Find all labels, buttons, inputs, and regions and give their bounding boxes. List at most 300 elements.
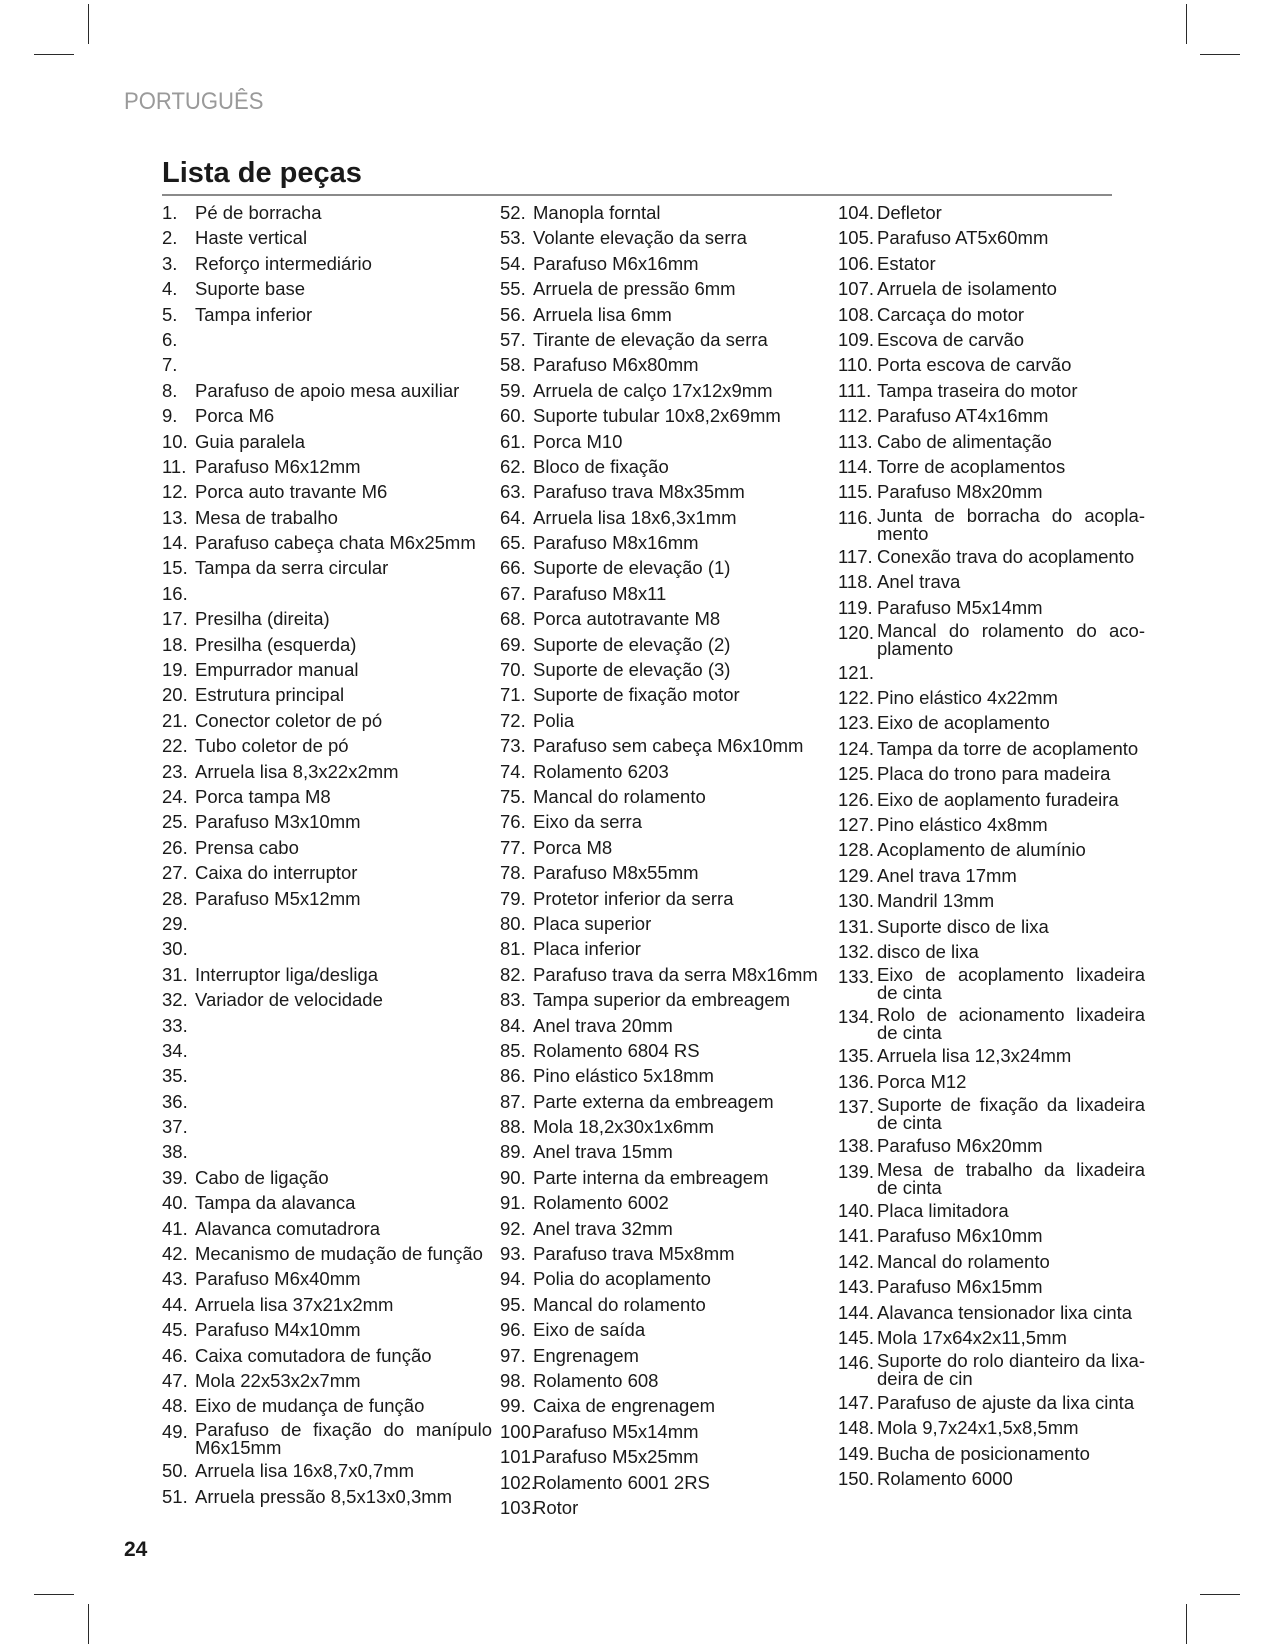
list-item xyxy=(500,964,830,986)
item-label: Mancal do rolamento xyxy=(877,1250,1050,1272)
item-number: 149. xyxy=(838,1442,875,1464)
item-label: Porca M12 xyxy=(877,1070,967,1092)
list-item xyxy=(838,1200,1145,1222)
list-item xyxy=(162,964,492,986)
list-item xyxy=(500,608,830,630)
list-item xyxy=(500,1472,830,1494)
item-number: 146. xyxy=(838,1352,875,1374)
crop-mark xyxy=(88,4,89,44)
list-item xyxy=(500,532,830,554)
item-number: 115. xyxy=(838,481,873,503)
item-label: Parafuso M5x14mm xyxy=(533,1420,699,1442)
item-label: Parafuso trava M5x8mm xyxy=(533,1243,735,1265)
list-item xyxy=(838,1327,1145,1349)
list-item xyxy=(162,202,492,224)
list-item xyxy=(838,431,1145,453)
item-number: 1. xyxy=(162,202,178,223)
list-item xyxy=(162,761,492,783)
item-number: 95. xyxy=(500,1293,526,1315)
item-number: 65. xyxy=(500,532,526,554)
list-item xyxy=(838,1276,1145,1298)
item-number: 36. xyxy=(162,1090,188,1112)
list-item xyxy=(162,1418,492,1458)
item-number: 75. xyxy=(500,785,526,807)
list-item xyxy=(162,481,492,503)
list-item xyxy=(500,304,830,326)
item-label xyxy=(877,662,1145,684)
item-number: 67. xyxy=(500,582,526,604)
list-item xyxy=(162,583,492,605)
item-number: 107. xyxy=(838,278,875,300)
item-number: 25. xyxy=(162,811,188,833)
item-number: 139. xyxy=(838,1160,875,1182)
item-number: 118. xyxy=(838,571,873,593)
list-item xyxy=(500,1091,830,1113)
list-item xyxy=(838,712,1145,734)
item-number: 85. xyxy=(500,1039,526,1061)
item-label: Suporte de fixação motor xyxy=(533,684,740,706)
item-number: 123. xyxy=(838,712,875,734)
list-item xyxy=(162,1218,492,1240)
item-label xyxy=(195,329,492,351)
item-number: 148. xyxy=(838,1417,875,1439)
item-number: 106. xyxy=(838,252,875,274)
item-label: Rolamento 6001 2RS xyxy=(533,1471,710,1493)
item-number: 53. xyxy=(500,227,526,249)
item-label: Guia paralela xyxy=(195,430,306,452)
item-label: Reforço intermediário xyxy=(195,252,372,274)
item-label: Manopla forntal xyxy=(533,202,661,223)
item-label: Rolamento 6203 xyxy=(533,760,669,782)
list-item xyxy=(838,481,1145,503)
item-number: 38. xyxy=(162,1141,188,1163)
item-label: Bucha de posicionamento xyxy=(877,1442,1090,1464)
item-label: Rolamento 6000 xyxy=(877,1467,1013,1489)
list-item xyxy=(838,504,1145,544)
list-item xyxy=(500,634,830,656)
item-label: Defletor xyxy=(877,202,942,223)
parts-list-column-3 xyxy=(838,202,1145,1493)
item-number: 50. xyxy=(162,1460,188,1482)
list-item xyxy=(500,456,830,478)
item-label xyxy=(195,1091,492,1113)
list-item xyxy=(838,304,1145,326)
list-item xyxy=(500,761,830,783)
list-item xyxy=(162,507,492,529)
item-label: Conexão trava do acoplamento xyxy=(877,546,1135,568)
item-number: 109. xyxy=(838,328,875,350)
item-number: 97. xyxy=(500,1344,526,1366)
item-number: 19. xyxy=(162,659,188,681)
item-number: 113. xyxy=(838,430,873,452)
item-label: Pino elástico 5x18mm xyxy=(533,1065,714,1087)
list-item xyxy=(162,1091,492,1113)
item-number: 128. xyxy=(838,839,875,861)
item-number: 143. xyxy=(838,1276,875,1298)
item-label: Parafuso trava M8x35mm xyxy=(533,481,745,503)
item-label: Placa limitadora xyxy=(877,1200,1009,1222)
list-item xyxy=(162,862,492,884)
item-label: Tampa da alavanca xyxy=(195,1192,356,1214)
item-label: Mola 22x53x2x7mm xyxy=(195,1369,361,1391)
item-label: Arruela pressão 8,5x13x0,3mm xyxy=(195,1485,453,1507)
item-label: Parafuso M8x20mm xyxy=(877,481,1043,503)
list-item xyxy=(500,253,830,275)
item-label: Rolamento 608 xyxy=(533,1369,659,1391)
item-number: 94. xyxy=(500,1268,526,1290)
list-item xyxy=(500,481,830,503)
item-number: 104. xyxy=(838,202,875,223)
item-label: Suporte disco de lixa xyxy=(877,915,1049,937)
item-label: Suporte de elevação (2) xyxy=(533,633,731,655)
list-item xyxy=(500,989,830,1011)
item-label: Parafuso M6x20mm xyxy=(877,1135,1043,1157)
list-item xyxy=(500,1040,830,1062)
item-number: 13. xyxy=(162,506,188,528)
list-item xyxy=(162,1116,492,1138)
title-divider xyxy=(162,194,1112,196)
list-item xyxy=(500,913,830,935)
item-label: Parafuso trava da serra M8x16mm xyxy=(533,963,818,985)
item-label: Parafuso M4x10mm xyxy=(195,1319,361,1341)
item-number: 84. xyxy=(500,1014,526,1036)
item-number: 116. xyxy=(838,506,873,528)
item-number: 138. xyxy=(838,1135,875,1157)
item-label: Porta escova de carvão xyxy=(877,354,1072,376)
list-item xyxy=(838,1158,1145,1198)
item-number: 100. xyxy=(500,1420,537,1442)
item-label: Tampa da torre de acoplamento xyxy=(877,737,1139,759)
list-item xyxy=(838,1443,1145,1465)
item-label: Parafuso sem cabeça M6x10mm xyxy=(533,735,804,757)
list-item xyxy=(500,329,830,351)
item-label: Mola 18,2x30x1x6mm xyxy=(533,1116,714,1138)
list-item xyxy=(500,1015,830,1037)
item-label: Eixo da serra xyxy=(533,811,642,833)
item-label: Parafuso M6x12mm xyxy=(195,455,361,477)
list-item xyxy=(500,888,830,910)
item-label: Suporte base xyxy=(195,278,306,300)
item-label: Porca M10 xyxy=(533,430,623,452)
item-number: 70. xyxy=(500,659,526,681)
item-label: Pé de borracha xyxy=(195,202,322,223)
item-number: 10. xyxy=(162,430,188,452)
item-label: Tubo coletor de pó xyxy=(195,735,349,757)
item-label: Parafuso M6x15mm xyxy=(877,1276,1043,1298)
item-number: 72. xyxy=(500,709,526,731)
parts-list-column-2 xyxy=(500,202,830,1522)
item-label: Interruptor liga/desliga xyxy=(195,963,379,985)
item-number: 11. xyxy=(162,455,187,477)
list-item xyxy=(162,456,492,478)
item-label: Protetor inferior da serra xyxy=(533,887,734,909)
list-item xyxy=(500,735,830,757)
list-item xyxy=(500,1319,830,1341)
list-item xyxy=(162,811,492,833)
item-label: Mesa de trabalho da lixadeira de cinta xyxy=(877,1158,1145,1198)
list-item xyxy=(162,837,492,859)
item-label: Rolamento 6804 RS xyxy=(533,1039,700,1061)
item-number: 110. xyxy=(838,354,873,376)
item-label: Alavanca comutadrora xyxy=(195,1217,381,1239)
list-item xyxy=(500,811,830,833)
item-label: Suporte tubular 10x8,2x69mm xyxy=(533,405,781,427)
item-label: Tampa da serra circular xyxy=(195,557,389,579)
item-number: 98. xyxy=(500,1369,526,1391)
item-label: Suporte de elevação (1) xyxy=(533,557,731,579)
list-item xyxy=(838,597,1145,619)
item-label: Estrutura principal xyxy=(195,684,345,706)
item-number: 66. xyxy=(500,557,526,579)
item-number: 46. xyxy=(162,1344,188,1366)
item-label: Anel trava xyxy=(877,571,961,593)
item-label: Anel trava 32mm xyxy=(533,1217,673,1239)
list-item xyxy=(500,583,830,605)
item-label: Porca autotravante M8 xyxy=(533,608,721,630)
item-number: 126. xyxy=(838,788,875,810)
item-number: 51. xyxy=(162,1485,188,1507)
item-number: 9. xyxy=(162,405,178,427)
item-label: Suporte de elevação (3) xyxy=(533,659,731,681)
item-label: Tampa inferior xyxy=(195,303,313,325)
item-number: 49. xyxy=(162,1420,188,1442)
item-number: 34. xyxy=(162,1039,188,1061)
item-label: Porca M8 xyxy=(533,836,613,858)
item-label: Tampa superior da embreagem xyxy=(533,989,791,1011)
item-number: 80. xyxy=(500,912,526,934)
item-label: Parafuso M5x14mm xyxy=(877,596,1043,618)
list-item xyxy=(838,966,1145,1002)
item-number: 71. xyxy=(500,684,526,706)
item-label: Haste vertical xyxy=(195,227,308,249)
list-item xyxy=(162,888,492,910)
item-number: 30. xyxy=(162,938,188,960)
list-item xyxy=(162,1141,492,1163)
item-number: 135. xyxy=(838,1045,875,1067)
item-number: 147. xyxy=(838,1391,875,1413)
item-number: 112. xyxy=(838,405,873,427)
list-item xyxy=(500,1192,830,1214)
list-item xyxy=(162,989,492,1011)
item-number: 41. xyxy=(162,1217,188,1239)
list-item xyxy=(500,659,830,681)
list-item xyxy=(838,839,1145,861)
crop-mark xyxy=(34,1594,74,1595)
item-label: Variador de velocidade xyxy=(195,989,383,1011)
list-item xyxy=(838,916,1145,938)
list-item xyxy=(162,1486,492,1508)
item-label: Parafuso M3x10mm xyxy=(195,811,361,833)
item-number: 23. xyxy=(162,760,188,782)
list-item xyxy=(500,405,830,427)
list-item xyxy=(838,622,1145,658)
list-item xyxy=(838,456,1145,478)
item-number: 144. xyxy=(838,1301,875,1323)
item-label: Porca auto travante M6 xyxy=(195,481,388,503)
list-item xyxy=(162,532,492,554)
item-label xyxy=(195,1065,492,1087)
item-label xyxy=(195,1116,492,1138)
list-item xyxy=(500,862,830,884)
list-item xyxy=(838,1352,1145,1388)
list-item xyxy=(500,431,830,453)
item-label: Mola 9,7x24x1,5x8,5mm xyxy=(877,1417,1079,1439)
item-number: 52. xyxy=(500,202,526,223)
list-item xyxy=(838,1071,1145,1093)
list-item xyxy=(500,278,830,300)
item-label: Cabo de alimentação xyxy=(877,430,1052,452)
item-label: Parafuso M6x10mm xyxy=(877,1225,1043,1247)
item-number: 60. xyxy=(500,405,526,427)
list-item xyxy=(500,1243,830,1265)
item-number: 62. xyxy=(500,455,526,477)
item-label: Presilha (direita) xyxy=(195,608,330,630)
list-item xyxy=(162,1065,492,1087)
item-number: 55. xyxy=(500,278,526,300)
item-number: 114. xyxy=(838,455,873,477)
list-item xyxy=(162,431,492,453)
crop-mark xyxy=(34,54,74,55)
item-number: 39. xyxy=(162,1166,188,1188)
item-label: Mancal do rolamento xyxy=(533,1293,706,1315)
item-label: Parafuso de apoio mesa auxiliar xyxy=(195,379,460,401)
item-label: Empurrador manual xyxy=(195,659,359,681)
item-number: 58. xyxy=(500,354,526,376)
list-item xyxy=(838,789,1145,811)
item-label: Parafuso M8x55mm xyxy=(533,862,699,884)
item-number: 93. xyxy=(500,1243,526,1265)
item-number: 61. xyxy=(500,430,526,452)
item-number: 137. xyxy=(838,1095,875,1117)
item-label: Tirante de elevação da serra xyxy=(533,328,768,350)
item-number: 59. xyxy=(500,379,526,401)
list-item xyxy=(162,1345,492,1367)
list-item xyxy=(500,786,830,808)
list-item xyxy=(500,1268,830,1290)
item-number: 28. xyxy=(162,887,188,909)
item-number: 14. xyxy=(162,532,188,554)
item-label: Anel trava 15mm xyxy=(533,1141,673,1163)
item-label: Parafuso M5x12mm xyxy=(195,887,361,909)
item-number: 83. xyxy=(500,989,526,1011)
item-label: Parafuso M8x16mm xyxy=(533,532,699,554)
list-item xyxy=(162,735,492,757)
item-label: Suporte de fixação da lixadeira de cinta xyxy=(877,1093,1145,1133)
list-item xyxy=(838,1251,1145,1273)
list-item xyxy=(162,1268,492,1290)
item-number: 91. xyxy=(500,1192,526,1214)
item-label: Eixo de aoplamento furadeira xyxy=(877,788,1119,810)
list-item xyxy=(838,253,1145,275)
list-item xyxy=(162,1015,492,1037)
item-label: Placa inferior xyxy=(533,938,641,960)
list-item xyxy=(838,546,1145,568)
list-item xyxy=(162,710,492,732)
item-number: 35. xyxy=(162,1065,188,1087)
item-number: 76. xyxy=(500,811,526,833)
item-number: 117. xyxy=(838,546,873,568)
item-label: Prensa cabo xyxy=(195,836,299,858)
item-label: Torre de acoplamentos xyxy=(877,455,1066,477)
item-label: Tampa traseira do motor xyxy=(877,379,1078,401)
item-number: 120. xyxy=(838,622,875,644)
item-number: 43. xyxy=(162,1268,188,1290)
item-number: 101. xyxy=(500,1446,537,1468)
item-label: Rolamento 6002 xyxy=(533,1192,669,1214)
item-number: 88. xyxy=(500,1116,526,1138)
page-number: 24 xyxy=(124,1538,148,1561)
item-number: 90. xyxy=(500,1166,526,1188)
item-number: 27. xyxy=(162,862,188,884)
item-label: Conector coletor de pó xyxy=(195,709,383,731)
item-number: 64. xyxy=(500,506,526,528)
item-number: 22. xyxy=(162,735,188,757)
list-item xyxy=(500,354,830,376)
crop-mark xyxy=(88,1604,89,1644)
item-label: Parte interna da embreagem xyxy=(533,1166,769,1188)
item-label: Engrenagem xyxy=(533,1344,639,1366)
item-number: 63. xyxy=(500,481,526,503)
list-item xyxy=(500,1218,830,1240)
list-item xyxy=(838,662,1145,684)
item-number: 26. xyxy=(162,836,188,858)
list-item xyxy=(500,684,830,706)
item-label: Eixo de mudança de função xyxy=(195,1395,425,1417)
item-number: 3. xyxy=(162,252,178,274)
list-item xyxy=(162,253,492,275)
item-label: Porca M6 xyxy=(195,405,275,427)
item-label: Placa do trono para madeira xyxy=(877,763,1111,785)
list-item xyxy=(500,1497,830,1519)
item-label: Anel trava 20mm xyxy=(533,1014,673,1036)
item-label: Eixo de acoplamento xyxy=(877,712,1050,734)
item-number: 40. xyxy=(162,1192,188,1214)
item-number: 105. xyxy=(838,227,875,249)
item-label: Escova de carvão xyxy=(877,328,1025,350)
list-item xyxy=(838,687,1145,709)
list-item xyxy=(838,941,1145,963)
list-item xyxy=(162,684,492,706)
list-item xyxy=(500,1065,830,1087)
item-number: 42. xyxy=(162,1243,188,1265)
item-number: 127. xyxy=(838,813,875,835)
item-label: Arruela lisa 16x8,7x0,7mm xyxy=(195,1460,415,1482)
list-item xyxy=(500,938,830,960)
item-number: 17. xyxy=(162,608,188,630)
item-number: 124. xyxy=(838,737,875,759)
item-number: 74. xyxy=(500,760,526,782)
item-number: 4. xyxy=(162,278,178,300)
item-label: Polia xyxy=(533,709,575,731)
list-item xyxy=(838,354,1145,376)
list-item xyxy=(162,659,492,681)
item-label: Mancal do rolamento do aco-plamento xyxy=(877,620,1145,660)
item-label: Mandril 13mm xyxy=(877,890,995,912)
list-item xyxy=(162,1243,492,1265)
item-label: Presilha (esquerda) xyxy=(195,633,357,655)
item-label: Mesa de trabalho xyxy=(195,506,338,528)
item-number: 130. xyxy=(838,890,875,912)
list-item xyxy=(162,278,492,300)
list-item xyxy=(838,763,1145,785)
item-number: 108. xyxy=(838,303,875,325)
list-item xyxy=(162,405,492,427)
list-item xyxy=(838,865,1145,887)
item-label: Polia do acoplamento xyxy=(533,1268,711,1290)
list-item xyxy=(162,608,492,630)
item-number: 20. xyxy=(162,684,188,706)
item-number: 48. xyxy=(162,1395,188,1417)
